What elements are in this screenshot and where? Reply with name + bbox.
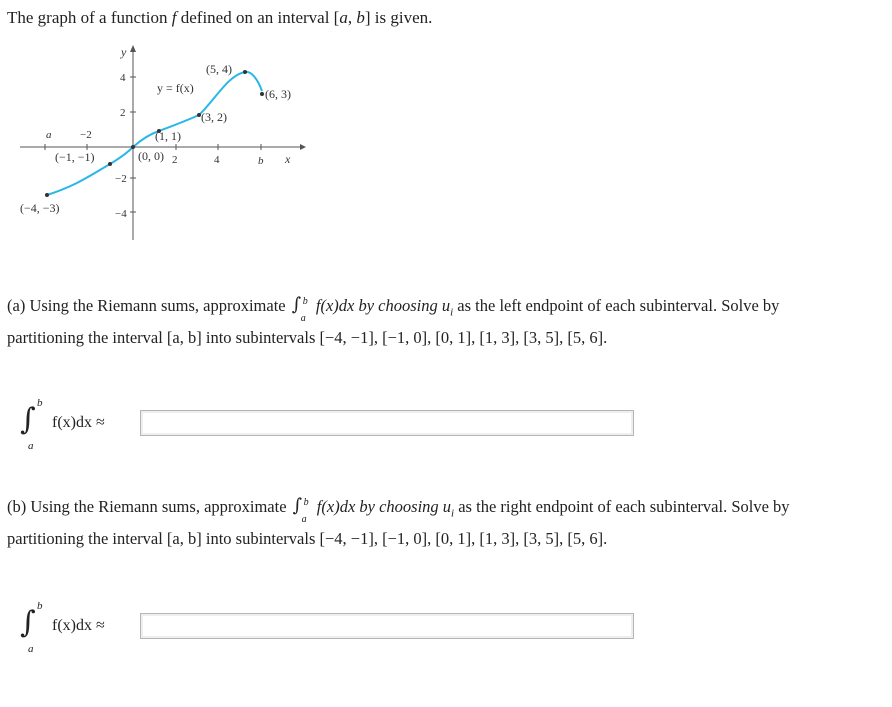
- intro-comma: ,: [347, 8, 357, 27]
- part-b-text: [7, 494, 877, 551]
- curve-label: y = f(x): [157, 81, 194, 95]
- x-tick-b: b: [258, 155, 264, 167]
- part-b-u: u: [442, 497, 452, 516]
- part-a-line1-pre: (a) Using the Riemann sums, approximate: [7, 296, 290, 315]
- point-neg4-neg3: [45, 193, 49, 197]
- answer-input-a[interactable]: [141, 411, 633, 435]
- part-b-line2: partitioning the interval [a, b] into subintervals [−4, −1], [−1, 0], [0, 1], [1, 3], [3, 5], [5, 6].: [7, 529, 608, 549]
- part-a-i: i: [450, 306, 454, 319]
- integral-lower-a: a: [28, 440, 34, 452]
- function-graph: [0, 40, 320, 240]
- intro-text-1: The graph of a function: [7, 8, 172, 27]
- x-tick-a: a: [46, 129, 52, 141]
- integral-expr-b: f(x)dx ≈: [52, 617, 105, 634]
- y-axis-label: y: [121, 45, 127, 59]
- integral-lower-b: a: [28, 643, 34, 655]
- integral-symbol-b: ∫: [20, 605, 36, 640]
- x-tick-4: 4: [214, 154, 220, 166]
- label-0-0: (0, 0): [138, 149, 164, 163]
- part-a-text: [7, 293, 877, 350]
- answer-box-b[interactable]: [140, 613, 634, 639]
- intro-b: b: [356, 8, 365, 27]
- part-b-line1-pre: (b) Using the Riemann sums, approximate: [7, 497, 291, 516]
- integral-expr-a: f(x)dx ≈: [52, 414, 105, 431]
- point-5-4: [243, 70, 247, 74]
- answer-input-b[interactable]: [141, 614, 633, 638]
- label-neg1-neg1: (−1, −1): [55, 150, 95, 164]
- integral-upper-b: b: [37, 600, 43, 612]
- inline-integral-b: ∫ b a: [292, 495, 309, 525]
- intro-function-symbol: f: [171, 8, 177, 27]
- y-tick-2: 2: [120, 107, 126, 119]
- point-neg1-neg1: [108, 162, 112, 166]
- label-3-2: (3, 2): [201, 110, 227, 124]
- y-tick-neg2: −2: [115, 173, 127, 185]
- label-neg4-neg3: (−4, −3): [20, 201, 60, 215]
- part-b-line1-end: as the right endpoint of each subinterval. Solve by: [454, 497, 790, 516]
- part-b-i: i: [451, 507, 455, 520]
- intro-a: a: [339, 8, 348, 27]
- label-6-3: (6, 3): [265, 87, 291, 101]
- part-a-u: u: [441, 296, 451, 315]
- point-0-0: [131, 145, 135, 149]
- label-5-4: (5, 4): [206, 62, 232, 76]
- inline-integral-a: ∫ b a: [291, 294, 308, 324]
- y-tick-4: 4: [120, 72, 126, 84]
- intro-sentence: [7, 8, 432, 28]
- y-axis-arrow: [130, 45, 136, 52]
- point-6-3: [260, 92, 264, 96]
- x-tick-2: 2: [172, 154, 178, 166]
- part-a-line1-post: f(x)dx by choosing: [311, 296, 442, 315]
- integral-symbol-a: ∫: [20, 402, 36, 437]
- part-a-line2: partitioning the interval [a, b] into subintervals [−4, −1], [−1, 0], [0, 1], [1, 3], [3, 5], [5, 6].: [7, 328, 608, 348]
- intro-text-3: ] is given.: [364, 8, 433, 27]
- part-a-line1-end: as the left endpoint of each subinterval. Solve by: [453, 296, 780, 315]
- integral-upper-a: b: [37, 397, 43, 409]
- x-axis-arrow: [300, 144, 306, 150]
- intro-text-2: defined on an interval [: [176, 8, 340, 27]
- x-axis-label: x: [285, 152, 291, 166]
- answer-box-a[interactable]: [140, 410, 634, 436]
- y-tick-neg4: −4: [115, 208, 127, 220]
- part-b-line1-post: f(x)dx by choosing: [312, 497, 443, 516]
- label-1-1: (1, 1): [155, 129, 181, 143]
- x-tick-neg2: −2: [80, 129, 92, 141]
